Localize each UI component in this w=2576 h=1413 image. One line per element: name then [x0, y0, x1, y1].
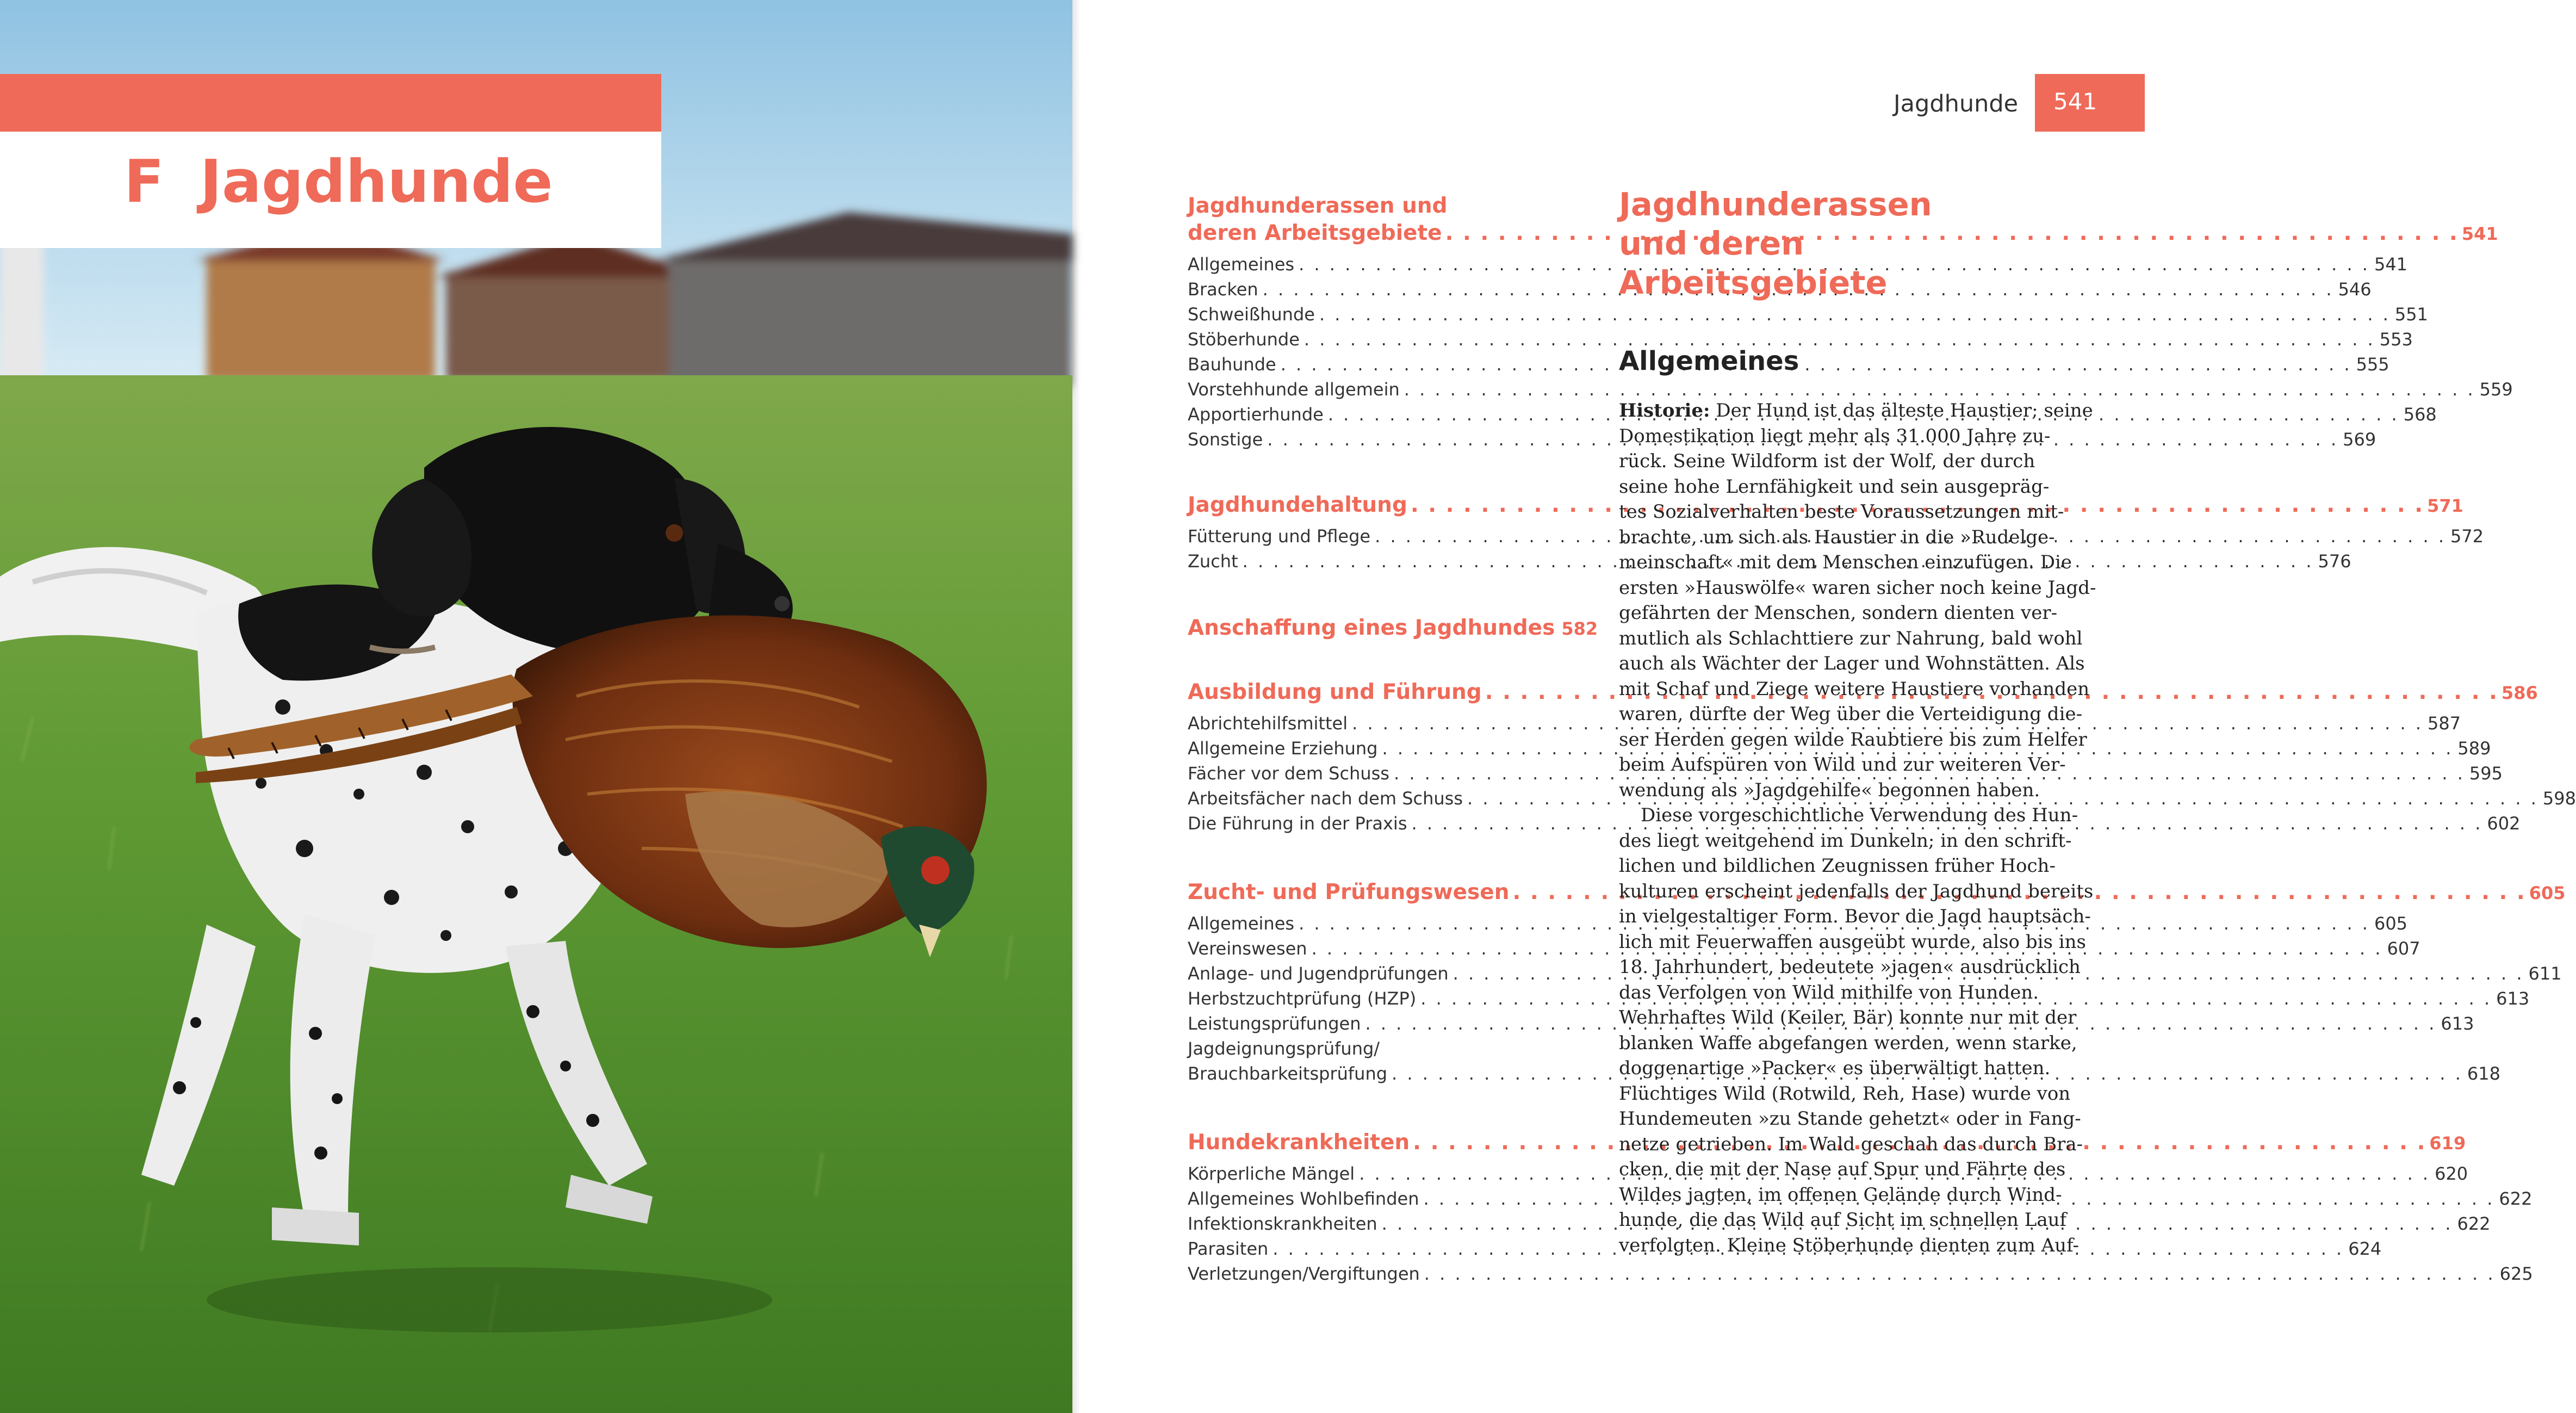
toc-entry[interactable]: Fütterung und Pflege . . . 572 [1188, 524, 1590, 549]
article-subheading: Allgemeines [1619, 346, 1799, 376]
body-line: das Verfolgen von Wild mithilfe von Hunden. [1619, 981, 2039, 1003]
body-line: rück. Seine Wildform ist der Wolf, der durch [1619, 450, 2035, 472]
toc-entry[interactable]: Allgemeines . . . 541 [1188, 252, 1590, 277]
chapter-accent-bar [0, 74, 661, 132]
body-line: lichen und bildlichen Zeugnissen früher Hoch- [1619, 855, 2056, 877]
toc-entry[interactable]: Allgemeines Wohlbefinden . . . 622 [1188, 1186, 1590, 1211]
toc-entry[interactable]: Allgemeine Erziehung . . . 589 [1188, 736, 1590, 761]
toc-entry[interactable]: Anlage- und Jugendprüfungen . . . 611 [1188, 961, 1590, 986]
body-line: meinschaft« mit dem Menschen einzufügen. Die [1619, 551, 2072, 573]
body-line: 18. Jahrhundert, bedeutete »jagen« ausdrücklich [1619, 956, 2081, 978]
body-line: gefährten der Menschen, sondern dienten ver- [1619, 602, 2058, 624]
toc-entry[interactable]: Abrichtehilfsmittel . . . 587 [1188, 711, 1590, 736]
toc-entry[interactable]: Leistungsprüfungen . . . 613 [1188, 1011, 1590, 1036]
body-line: seine hohe Lernfähigkeit und sein ausgepräg- [1619, 475, 2050, 498]
page-number: 541 [2053, 88, 2097, 115]
toc-entry[interactable]: Infektionskrankheiten . . . 622 [1188, 1211, 1590, 1236]
body-line: Domestikation liegt mehr als 31.000 Jahre zu- [1619, 425, 2051, 447]
toc-entry[interactable]: Vereinswesen . . . 607 [1188, 936, 1590, 961]
chapter-letter: F [124, 148, 164, 216]
toc-entry[interactable]: Vorstehhunde allgemein . . . 559 [1188, 377, 1590, 402]
toc-section [1188, 615, 1598, 642]
body-line: wendung als »Jagdgehilfe« begonnen haben. [1619, 779, 2040, 801]
toc-section-title[interactable]: deren Arbeitsgebiete . . . 541 [1188, 220, 1590, 247]
toc-entry[interactable]: Allgemeines . . . 605 [1188, 911, 1590, 936]
article-heading: Jagdhunderassen und deren Arbeitsgebiete [1619, 185, 1932, 301]
body-line: cken, die mit der Nase auf Spur und Fährte des [1619, 1158, 2066, 1180]
body-line: auch als Wächter der Lager und Wohnstätten. Als [1619, 653, 2085, 674]
toc-entry[interactable]: Parasiten . . . 624 [1188, 1236, 1590, 1261]
toc-section-title[interactable]: Anschaffung eines Jagdhundes 582 [1188, 616, 1598, 640]
toc-entry[interactable]: Sonstige . . . 569 [1188, 427, 1590, 452]
body-line: Historie: Der Hund ist das älteste Haustier; seine [1619, 400, 2093, 422]
body-line: doggenartige »Packer« es überwältigt hatten. [1619, 1057, 2051, 1079]
body-line: tes Sozialverhalten beste Voraussetzungen mit- [1619, 501, 2064, 523]
toc-entry[interactable]: Jagdeignungsprüfung/ [1188, 1038, 1380, 1059]
body-line: netze getrieben. Im Wald geschah das durch Bra- [1619, 1133, 2083, 1155]
toc-entry[interactable]: Brauchbarkeitsprüfung . . . 618 [1188, 1061, 1590, 1086]
body-line: ser Herden gegen wilde Raubtiere bis zum Helfer [1619, 728, 2087, 751]
toc-section-title[interactable]: Zucht- und Prüfungswesen . . . 605 [1188, 879, 1590, 907]
body-line: mutlich als Schlachttiere zur Nahrung, bald wohl [1619, 627, 2083, 649]
toc-entry[interactable]: Fächer vor dem Schuss . . . 595 [1188, 761, 1590, 786]
toc-section-title[interactable]: Jagdhunderassen und [1188, 194, 1448, 218]
toc-entry[interactable]: Zucht . . . 576 [1188, 549, 1590, 574]
body-line: Wehrhaftes Wild (Keiler, Bär) konnte nur mit der [1619, 1007, 2077, 1028]
body-line: Wildes jagten, im offenen Gelände durch Wind- [1619, 1183, 2062, 1206]
body-line: waren, dürfte der Weg über die Verteidigung die- [1619, 703, 2083, 725]
body-line: Diese vorgeschichtliche Verwendung des Hun- [1641, 804, 2078, 826]
body-line: beim Aufspüren von Wild und zur weiteren Ver- [1619, 754, 2066, 776]
body-line: verfolgten. Kleine Stöberhunde dienten zum Auf- [1619, 1234, 2079, 1256]
toc-entry[interactable]: Bracken . . . 546 [1188, 277, 1590, 302]
page-gutter [1072, 0, 1080, 1413]
body-line: kulturen erscheint jedenfalls der Jagdhund bereits [1619, 880, 2094, 902]
toc-section-title[interactable]: Ausbildung und Führung . . . 586 [1188, 679, 1590, 707]
toc-entry[interactable]: Schweißhunde . . . 551 [1188, 302, 1590, 327]
body-line: mit Schaf und Ziege weitere Haustiere vorhanden [1619, 678, 2090, 700]
toc-entry[interactable]: Apportierhunde . . . 568 [1188, 402, 1590, 427]
toc-entry[interactable]: Bauhunde . . . 555 [1188, 352, 1590, 377]
chapter-name: Jagdhunde [200, 148, 553, 216]
toc-section-title[interactable]: Jagdhundehaltung . . . 571 [1188, 492, 1590, 519]
body-line: hunde, die das Wild auf Sicht im schnellen Lauf [1619, 1209, 2067, 1231]
toc-entry[interactable]: Körperliche Mängel . . . 620 [1188, 1161, 1590, 1186]
article-body [1619, 398, 2096, 1258]
toc-entry[interactable]: Verletzungen/Vergiftungen . . . 625 [1188, 1261, 1590, 1286]
body-line: blanken Waffe abgefangen werden, wenn starke, [1619, 1032, 2077, 1054]
body-line: Hundemeuten »zu Stande gehetzt« oder in Fang- [1619, 1108, 2081, 1130]
toc-entry[interactable]: Herbstzuchtprüfung (HZP) . . . 613 [1188, 986, 1590, 1011]
toc-entry[interactable]: Arbeitsfächer nach dem Schuss . . . 598 [1188, 786, 1590, 811]
chapter-title [124, 148, 553, 216]
lead-label: Historie: [1619, 400, 1710, 422]
toc-section-title[interactable]: Hundekrankheiten . . . 619 [1188, 1129, 1590, 1157]
toc-entry[interactable]: Die Führung in der Praxis . . . 602 [1188, 811, 1590, 836]
body-line: in vielgestaltiger Form. Bevor die Jagd hauptsäch- [1619, 906, 2091, 927]
body-line: lich mit Feuerwaffen ausgeübt wurde, also bis ins [1619, 931, 2086, 953]
toc-entry[interactable]: Stöberhunde . . . 553 [1188, 327, 1590, 352]
running-head: Jagdhunde [1894, 90, 2019, 117]
body-line: brachte, um sich als Haustier in die »Rudelge- [1619, 526, 2055, 548]
body-line: ersten »Hauswölfe« waren sicher noch keine Jagd- [1619, 577, 2096, 599]
body-line: Flüchtiges Wild (Rotwild, Reh, Hase) wurde von [1619, 1082, 2071, 1105]
body-line: des liegt weitgehend im Dunkeln; in den schrift- [1619, 829, 2072, 852]
